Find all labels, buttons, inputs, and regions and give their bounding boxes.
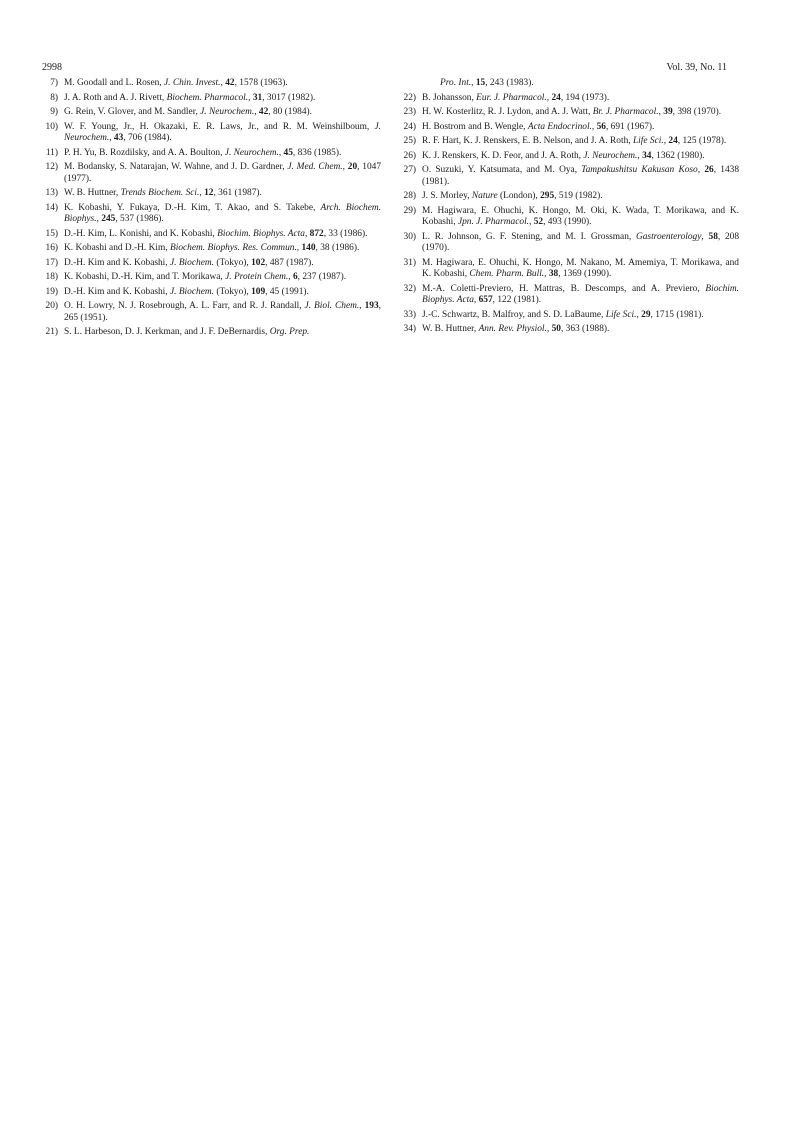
reference-text-segment: ,	[701, 231, 709, 242]
reference-text	[64, 258, 381, 270]
reference-number: 18)	[45, 272, 58, 282]
volume-number: 45	[283, 147, 293, 158]
reference-text-segment: ,	[96, 214, 102, 224]
reference-text-segment: , 38 (1986).	[315, 243, 360, 253]
reference-number: 34)	[403, 324, 416, 334]
reference-text	[422, 232, 739, 255]
reference-text-segment: J. A. Roth and A. J. Rivett,	[64, 92, 167, 103]
volume-number: 295	[540, 191, 555, 201]
page-number: 2998	[42, 62, 62, 73]
reference-text	[64, 78, 381, 90]
reference-number: 23)	[403, 107, 416, 117]
volume-number: 42	[225, 78, 235, 88]
reference-text	[64, 107, 381, 119]
reference-text-segment: , 194 (1973).	[560, 92, 610, 103]
reference-number: 29)	[403, 205, 416, 216]
reference-text-segment: , 208 (1970).	[422, 231, 740, 253]
reference-text	[64, 327, 381, 339]
reference-text-segment: , 45 (1991).	[265, 286, 309, 297]
references-right-column	[400, 78, 739, 339]
reference-number: 19)	[45, 286, 58, 297]
volume-number: 56	[596, 121, 606, 132]
journal-name: J. Neurochem.	[583, 150, 638, 161]
volume-number: 29	[641, 309, 651, 320]
journal-name: J. Protein Chem.	[225, 272, 289, 282]
reference-entry	[400, 232, 739, 255]
reference-number: 14)	[45, 202, 58, 213]
reference-text-segment: D.-H. Kim and K. Kobashi,	[64, 286, 170, 297]
journal-name: Life Sci.	[632, 136, 664, 146]
reference-text-segment: ,	[544, 269, 549, 279]
reference-text-segment: , 33 (1986).	[323, 228, 368, 239]
reference-text-segment: , 243 (1983).	[485, 78, 534, 88]
reference-text	[422, 165, 739, 188]
reference-text-segment: ,	[546, 324, 552, 334]
reference-text	[422, 122, 739, 134]
reference-text	[422, 107, 739, 119]
volume-number: 42	[258, 107, 269, 117]
journal-name: Gastroenterology	[635, 231, 702, 242]
reference-text-segment: O. H. Lowry, N. J. Rosebrough, A. L. Farr, and R. J. Randall,	[64, 301, 305, 311]
reference-number: 32)	[403, 283, 416, 294]
reference-text	[422, 151, 739, 163]
journal-name: Acta Endocrinol.	[527, 121, 592, 132]
reference-text-segment: ,	[697, 165, 705, 175]
reference-text-segment: , 3017 (1982).	[262, 92, 316, 103]
reference-text-segment: , 265 (1951).	[64, 301, 381, 323]
volume-number: 34	[642, 150, 652, 161]
reference-number: 15)	[45, 228, 58, 239]
reference-number: 20)	[45, 301, 58, 311]
reference-entry	[400, 258, 739, 281]
volume-number: 24	[668, 136, 678, 146]
volume-number: 24	[551, 92, 561, 103]
reference-number: 25)	[403, 136, 416, 146]
volume-number: 193	[364, 301, 379, 311]
volume-number: 20	[347, 162, 358, 172]
reference-number: 27)	[403, 165, 416, 175]
reference-number: 24)	[403, 121, 416, 132]
reference-21-continuation	[400, 78, 739, 90]
reference-text-segment: (Tokyo),	[213, 286, 252, 297]
reference-number: 9)	[50, 107, 58, 117]
reference-text-segment: , 237 (1987).	[297, 272, 347, 282]
reference-text-segment: R. F. Hart, K. J. Renskers, E. B. Nelson, and J. A. Roth,	[422, 136, 633, 146]
journal-name: Nature	[471, 191, 498, 201]
reference-text-segment: ,	[199, 188, 205, 198]
reference-text-segment: , 361 (1987).	[213, 188, 262, 198]
reference-entry	[42, 93, 381, 105]
journal-name: J. Biochem.	[169, 286, 214, 297]
volume-number: 657	[478, 295, 493, 305]
reference-text-segment: , 487 (1987).	[265, 257, 314, 268]
reference-text-segment: ,	[342, 162, 348, 172]
reference-number: 13)	[45, 188, 58, 198]
reference-text-segment: , 125 (1978).	[677, 136, 727, 146]
reference-text-segment: ,	[248, 92, 253, 103]
reference-text-segment: G. Rein, V. Glover, and M. Sandler,	[64, 107, 201, 117]
reference-text-segment: , 1438 (1981).	[422, 165, 740, 187]
reference-text	[64, 287, 381, 299]
reference-entry	[42, 188, 381, 200]
reference-number: 16)	[45, 243, 58, 253]
reference-text-segment: , 537 (1986).	[115, 214, 164, 224]
reference-text-segment: L. R. Johnson, G. F. Stening, and M. I. Grossman,	[422, 231, 636, 242]
reference-number: 10)	[45, 121, 58, 132]
reference-text-segment: H. W. Kosterlitz, R. J. Lydon, and A. J. Watt,	[422, 107, 593, 117]
journal-name: Biochem. Biophys. Res. Commun.	[169, 243, 297, 253]
reference-entry	[42, 243, 381, 255]
reference-entry	[42, 272, 381, 284]
reference-text-segment: W. F. Young, Jr., H. Okazaki, E. R. Laws, Jr., and R. M. Weinshilboum,	[64, 121, 375, 132]
reference-text-segment: ,	[304, 228, 310, 239]
reference-text-segment: ,	[663, 136, 669, 146]
reference-entry	[400, 107, 739, 119]
reference-text-segment: J.-C. Schwartz, B. Malfroy, and S. D. LaBaume,	[422, 309, 606, 320]
reference-number: 12)	[45, 162, 58, 172]
journal-name: Arch. Biochem. Biophys.	[64, 202, 381, 224]
volume-number: 26	[704, 165, 714, 175]
volume-number: 6	[292, 272, 298, 282]
reference-entry	[42, 258, 381, 270]
reference-text	[64, 148, 381, 160]
reference-text-segment: W. B. Huttner,	[422, 324, 479, 334]
reference-text-segment: ,	[359, 301, 365, 311]
reference-text-segment: , 1715 (1981).	[650, 309, 704, 320]
reference-text-segment: , 80 (1984).	[268, 107, 313, 117]
journal-name: Biochim. Biophys. Acta	[422, 283, 739, 305]
journal-name: Trends Biochem. Sci.	[120, 188, 200, 198]
volume-number: 102	[251, 257, 266, 268]
reference-entry	[42, 162, 381, 185]
reference-text	[422, 206, 739, 229]
journal-name: J. Neurochem.	[200, 107, 255, 117]
reference-text-segment: K. Kobashi and D.-H. Kim,	[64, 243, 170, 253]
reference-number: 26)	[403, 150, 416, 161]
reference-entry	[42, 327, 381, 339]
reference-text	[64, 188, 381, 200]
reference-text	[422, 310, 739, 322]
journal-name: Life Sci.	[605, 309, 637, 320]
journal-name: Org. Prep.	[269, 327, 310, 337]
reference-text	[422, 284, 739, 307]
reference-entry	[42, 229, 381, 241]
reference-text	[422, 324, 739, 336]
volume-number: 12	[204, 188, 214, 198]
reference-number: 17)	[45, 257, 58, 268]
volume-number: 50	[551, 324, 561, 334]
journal-name: J. Chin. Invest.	[164, 78, 221, 88]
journal-name: Biochem. Pharmacol.	[166, 92, 249, 103]
volume-number: 140	[301, 243, 316, 253]
reference-text-segment: , 122 (1981).	[492, 295, 542, 305]
volume-number: 58	[708, 231, 718, 242]
reference-entry	[42, 287, 381, 299]
journal-name: Biochim. Biophys. Acta	[217, 228, 305, 239]
reference-text	[64, 229, 381, 241]
reference-entry	[400, 93, 739, 105]
volume-number: 31	[252, 92, 263, 103]
reference-text-segment: , 836 (1985).	[292, 147, 342, 158]
journal-name: J. Biochem.	[169, 257, 214, 268]
journal-name: J. Biol. Chem.	[304, 301, 360, 311]
reference-entry	[400, 151, 739, 163]
reference-text	[422, 93, 739, 105]
volume-number: 245	[101, 214, 116, 224]
reference-text-segment: ,	[473, 295, 479, 305]
reference-entry	[400, 122, 739, 134]
reference-number: 31)	[403, 257, 416, 268]
reference-number: 28)	[403, 191, 416, 201]
reference-text-segment: , 1578 (1963).	[234, 78, 288, 88]
reference-text-segment: K. Kobashi, Y. Fukaya, D.-H. Kim, T. Akao, and S. Takebe,	[64, 202, 321, 213]
journal-name: J. Med. Chem.	[287, 162, 343, 172]
reference-text	[64, 301, 381, 324]
journal-name: Br. J. Pharmacol.	[592, 107, 659, 117]
reference-entry	[400, 165, 739, 188]
journal-name: Eur. J. Pharmacol.	[476, 92, 547, 103]
reference-text-segment: ,	[296, 243, 302, 253]
reference-number: 7)	[50, 78, 58, 88]
reference-text-segment: ,	[278, 147, 284, 158]
reference-entry	[400, 136, 739, 148]
reference-number: 33)	[403, 309, 416, 320]
reference-text-segment: H. Bostrom and B. Wengle,	[422, 121, 528, 132]
reference-text	[64, 162, 381, 185]
reference-text-segment: ,	[220, 78, 226, 88]
volume-number: 872	[309, 228, 324, 239]
reference-text-segment: M. Hagiwara, E. Ohuchi, K. Hongo, M. Nakano, M. Amemiya, T. Morikawa, and K. Kobashi,	[422, 257, 739, 279]
reference-text-segment: ,	[546, 92, 552, 103]
reference-text-segment: S. L. Harbeson, D. J. Kerkman, and J. F. DeBernardis,	[64, 327, 270, 337]
journal-name: Tampakushitsu Kakusan Koso	[581, 165, 698, 175]
reference-text-segment: M. Goodall and L. Rosen,	[64, 78, 164, 88]
reference-entry	[400, 310, 739, 322]
reference-entry	[400, 206, 739, 229]
volume-issue: Vol. 39, No. 11	[666, 62, 727, 73]
reference-text-segment: , 519 (1982).	[554, 191, 603, 201]
reference-entry	[400, 191, 739, 203]
reference-text-segment: P. H. Yu, B. Rozdilsky, and A. A. Boulton,	[64, 147, 225, 158]
journal-name: J. Neurochem.	[224, 147, 279, 158]
reference-entry	[42, 148, 381, 160]
reference-text-segment: ,	[471, 78, 476, 88]
journal-name: Chem. Pharm. Bull.	[469, 269, 545, 279]
reference-number: 8)	[50, 92, 58, 103]
reference-entry	[42, 203, 381, 226]
reference-text	[64, 93, 381, 105]
reference-text-segment: , 398 (1970).	[672, 107, 722, 117]
reference-text-segment: ,	[288, 272, 293, 282]
reference-text	[422, 136, 739, 148]
journal-name: J. Neurochem.	[64, 121, 381, 143]
reference-text-segment: (Tokyo),	[213, 257, 252, 268]
volume-number: 52	[533, 217, 544, 227]
reference-text-segment: , 691 (1967).	[605, 121, 655, 132]
reference-text-segment: (London),	[497, 191, 541, 201]
reference-text-segment: M. Hagiwara, E. Ohuchi, K. Hongo, M. Oki, K. Wada, T. Morikawa, and K. Kobashi,	[422, 205, 739, 227]
reference-entry	[42, 78, 381, 90]
reference-text-segment: , 493 (1990).	[543, 217, 592, 227]
reference-text-segment: B. Johansson,	[422, 92, 477, 103]
reference-text-segment: ,	[591, 121, 597, 132]
reference-text-segment: , 1369 (1990).	[558, 269, 612, 279]
reference-number: 21)	[45, 327, 58, 337]
reference-text-segment: ,	[658, 107, 664, 117]
reference-entry	[400, 284, 739, 307]
reference-text-segment: M. Bodansky, S. Natarajan, W. Wahne, and J. D. Gardner,	[64, 162, 288, 172]
reference-text-segment: ,	[529, 217, 534, 227]
volume-number: 15	[475, 78, 486, 88]
reference-text	[64, 243, 381, 255]
reference-text-segment: D.-H. Kim and K. Kobashi,	[64, 257, 170, 268]
reference-text-segment: ,	[109, 133, 114, 143]
references-left-column	[42, 78, 381, 342]
reference-number: 11)	[45, 147, 58, 158]
volume-number: 43	[113, 133, 124, 143]
reference-text	[64, 272, 381, 284]
reference-text-segment: ,	[637, 150, 643, 161]
reference-text-segment: , 363 (1988).	[560, 324, 610, 334]
reference-number: 22)	[403, 92, 416, 103]
journal-name: Ann. Rev. Physiol.	[478, 324, 547, 334]
reference-text-segment: K. J. Renskers, K. D. Feor, and J. A. Roth,	[422, 150, 584, 161]
reference-entry	[42, 122, 381, 145]
reference-number: 30)	[403, 231, 416, 242]
reference-text-segment: O. Suzuki, Y. Katsumata, and M. Oya,	[422, 165, 582, 175]
journal-name: Pro. Int.	[440, 78, 472, 88]
volume-number: 38	[548, 269, 559, 279]
reference-text-segment: , 1047 (1977).	[64, 162, 382, 184]
reference-text	[64, 203, 381, 226]
journal-name: Jpn. J. Pharmacol.	[457, 217, 530, 227]
reference-text	[422, 258, 739, 281]
reference-text-segment: , 706 (1984).	[123, 133, 172, 143]
reference-entry	[42, 301, 381, 324]
reference-text	[64, 122, 381, 145]
reference-text-segment: , 1362 (1980).	[651, 150, 705, 161]
volume-number: 39	[663, 107, 673, 117]
reference-text	[422, 191, 739, 203]
reference-text-segment: K. Kobashi, D.-H. Kim, and T. Morikawa,	[64, 272, 226, 282]
reference-text-segment: ,	[636, 309, 642, 320]
reference-text-segment: ,	[254, 107, 259, 117]
reference-text-segment: J. S. Morley,	[422, 191, 472, 201]
volume-number: 109	[251, 286, 266, 297]
reference-entry	[400, 324, 739, 336]
reference-text-segment: W. B. Huttner,	[64, 188, 121, 198]
reference-text-segment: M.-A. Coletti-Previero, H. Mattras, B. Descomps, and A. Previero,	[422, 283, 706, 294]
reference-entry	[42, 107, 381, 119]
reference-text-segment: D.-H. Kim, L. Konishi, and K. Kobashi,	[64, 228, 218, 239]
